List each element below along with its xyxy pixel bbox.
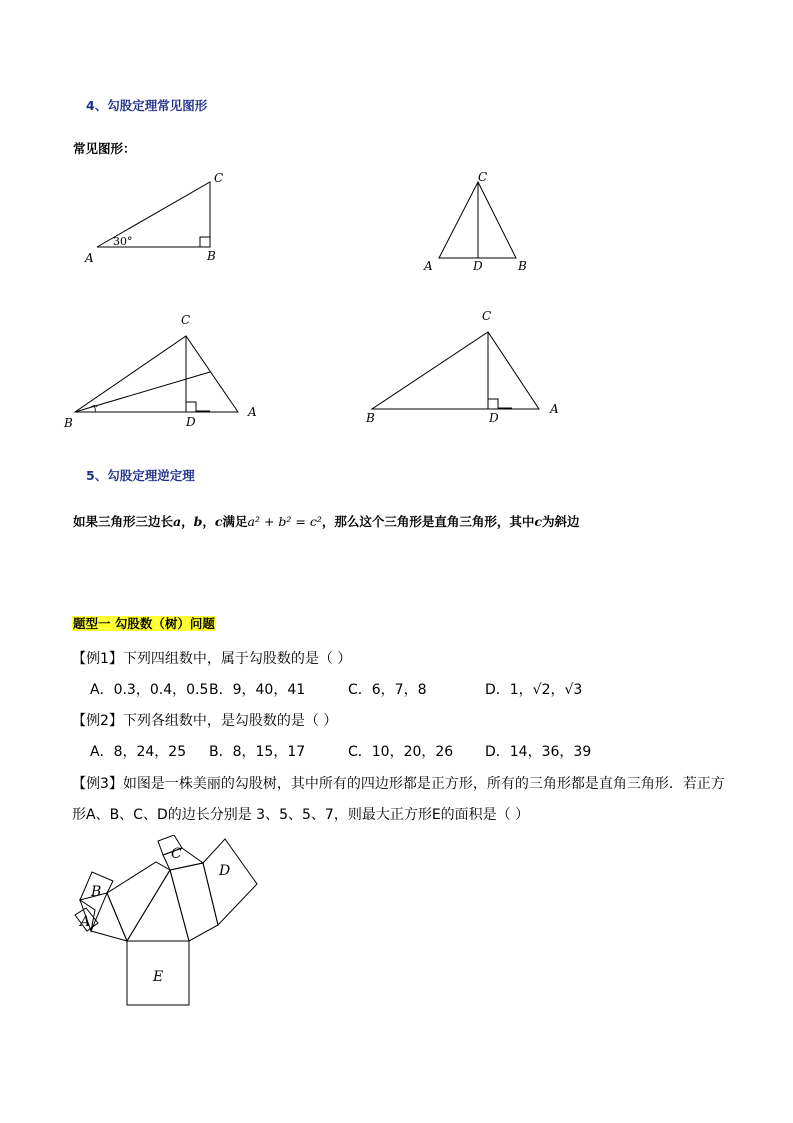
- tree-label-c: C: [171, 846, 182, 862]
- example-2-option-c: C．10，20，26: [348, 744, 454, 760]
- tree-label-a: A: [80, 914, 91, 930]
- converse-theorem-statement: 如果三角形三边长a，b，c满足a² + b² = c²，那么这个三角形是直角三角形，其中c为斜边: [73, 514, 580, 529]
- tree-label-b: B: [91, 884, 102, 900]
- common-figures-label: 常见图形：: [73, 141, 136, 156]
- fig4-label-c: C: [482, 309, 492, 323]
- fig3-label-b: B: [64, 416, 73, 430]
- tree-label-d: D: [219, 863, 231, 879]
- example-1-option-d: D．1，√2，√3: [485, 682, 583, 698]
- example-3-line-1: 【例3】如图是一株美丽的勾股树，其中所有的四边形都是正方形，所有的三角形都是直角三角形．若正方: [72, 776, 725, 792]
- example-1-option-b: B．9，40，41: [209, 682, 306, 698]
- pythagoras-tree-figure: [70, 835, 270, 1010]
- example-1-prompt: 【例1】下列四组数中，属于勾股数的是（ ）: [72, 651, 352, 667]
- example-2-prompt: 【例2】下列各组数中，是勾股数的是（ ）: [72, 713, 338, 729]
- figure-altitude-triangle: [362, 306, 567, 430]
- fig3-label-c: C: [181, 313, 191, 327]
- fig2-label-b: B: [518, 259, 527, 273]
- fig2-label-c: C: [478, 170, 488, 184]
- fig2-label-a: A: [424, 259, 433, 273]
- figure-isosceles-triangle: [420, 168, 535, 276]
- tree-label-e: E: [153, 969, 164, 985]
- example-3-line-2: 形A、B、C、D的边长分别是 3、5、5、7，则最大正方形E的面积是（ ）: [72, 807, 530, 823]
- example-2-option-d: D．14，36，39: [485, 744, 592, 760]
- fig4-label-d: D: [489, 411, 499, 425]
- fig1-label-c: C: [214, 171, 224, 185]
- section-4-heading: 4、勾股定理常见图形: [86, 98, 208, 113]
- pythagorean-formula: a² + b² = c²: [247, 514, 322, 529]
- example-2-option-a: A．8，24，25: [90, 744, 187, 760]
- example-1-option-c: C．6，7，8: [348, 682, 427, 698]
- fig3-label-a: A: [248, 405, 257, 419]
- fig1-angle-label: 30°: [113, 235, 133, 248]
- fig4-label-a: A: [550, 402, 559, 416]
- example-1-option-a: A．0.3，0.4，0.5: [90, 682, 209, 698]
- section-5-heading: 5、勾股定理逆定理: [86, 468, 195, 483]
- fig4-label-b: B: [366, 411, 375, 425]
- fig3-label-d: D: [186, 415, 196, 429]
- figure-right-triangle-30: [80, 168, 240, 268]
- topic-1-label: 题型一 勾股数（树）问题: [73, 616, 215, 631]
- fig2-label-d: D: [473, 259, 483, 273]
- fig1-label-a: A: [85, 251, 94, 265]
- figure-altitude-bisector-triangle: [60, 308, 265, 433]
- fig1-label-b: B: [207, 249, 216, 263]
- example-2-option-b: B．8，15，17: [209, 744, 306, 760]
